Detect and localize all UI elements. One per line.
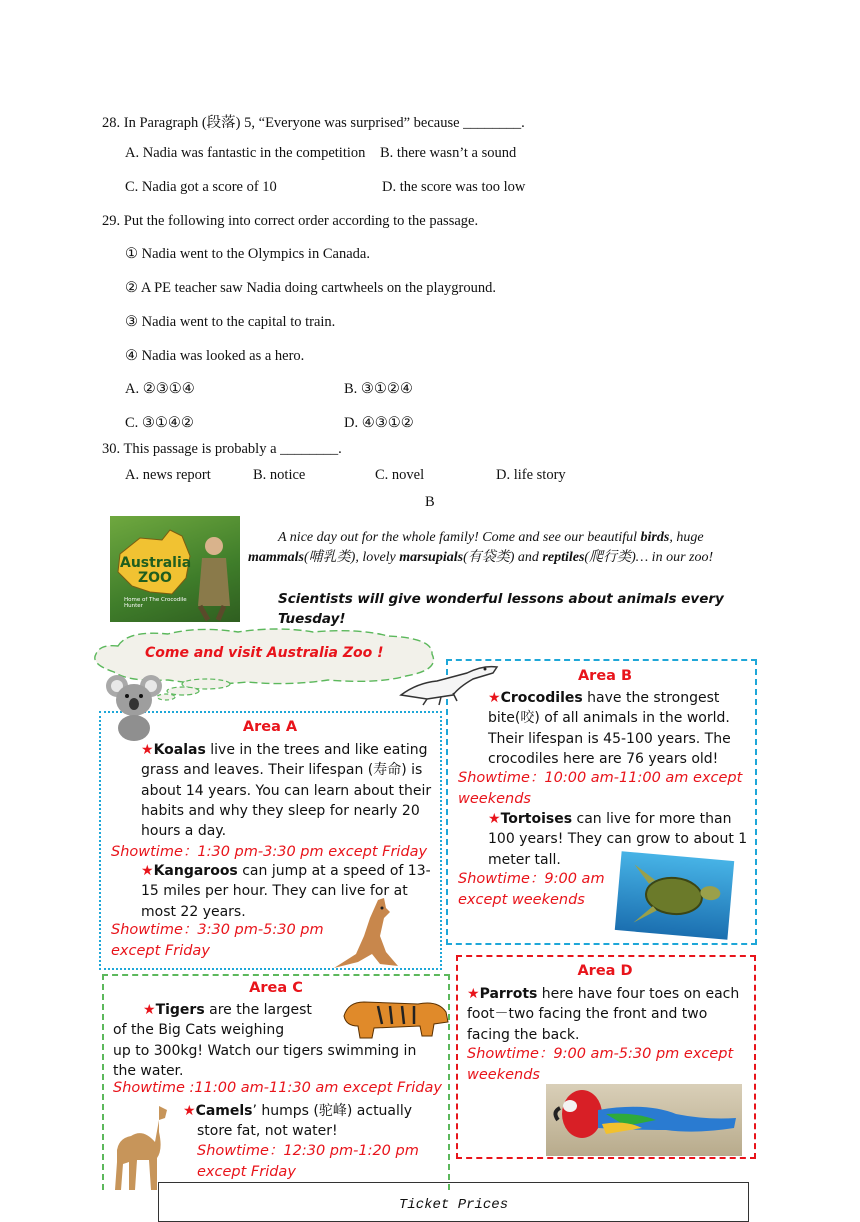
kangaroos-showtime: Showtime：3:30 pm-5:30 pm except Friday: [111, 922, 324, 959]
camels-name: Camels: [195, 1103, 253, 1119]
tortoises-content: ★Tortoises can live for more than 100 years! They can grow to about 1 meter tall.: [488, 811, 748, 868]
camel-icon: [107, 1102, 173, 1194]
star-icon: ★: [488, 690, 501, 706]
q29-item-3: ③ Nadia went to the capital to train.: [125, 314, 336, 330]
camels-content: ★Camels’ humps (驼峰) actually store fat, not water!: [183, 1103, 413, 1140]
q29-option-d: D. ④③①②: [344, 415, 414, 431]
tigers-showtime: Showtime :11:00 am-11:30 am except Friday: [113, 1080, 442, 1096]
intro-birds: birds: [640, 530, 670, 545]
intro-marsupials: marsupials: [399, 550, 464, 565]
section-label: B: [425, 494, 435, 510]
intro-reptiles: reptiles: [542, 550, 585, 565]
parrot-icon: [546, 1084, 742, 1156]
sea-turtle-image: [615, 851, 734, 940]
q30-option-d: D. life story: [496, 467, 566, 483]
parrots-content: ★Parrots here have four toes on each foot－two facing the front and two facing the back.: [467, 986, 740, 1043]
q29-item-1: ① Nadia went to the Olympics in Canada.: [125, 246, 370, 262]
koalas-showtime: Showtime：1:30 pm-3:30 pm except Friday: [111, 844, 428, 860]
q29-option-c: C. ③①④②: [125, 415, 194, 431]
star-icon: ★: [143, 1002, 156, 1018]
q29-option-a: A. ②③①④: [125, 381, 195, 397]
q30-stem: 30. This passage is probably a ________.: [102, 441, 342, 457]
logo-line1: Australia: [120, 555, 192, 571]
tigers-content: ★Tigers are the largest of the Big Cats weighing up to 300kg! Watch our tigers swimming in the water.: [113, 1002, 417, 1079]
star-icon: ★: [488, 811, 501, 827]
q29-option-b: B. ③①②④: [344, 381, 413, 397]
q29-item-4: ④ Nadia was looked as a hero.: [125, 348, 305, 364]
crocodiles-showtime: Showtime：10:00 am-11:00 am except weekends: [458, 770, 743, 807]
cloud-text: Come and visit Australia Zoo !: [145, 645, 384, 661]
q30-option-a: A. news report: [125, 467, 211, 483]
kangaroo-icon: [328, 896, 404, 970]
area-a-content: ★Koalas live in the trees and like eating grass and leaves. Their lifespan (寿命) is about 14 years. You can learn about their habits and why they sleep for nearly 20 hours a day.: [141, 742, 432, 840]
crocodiles-name: Crocodiles: [500, 690, 583, 706]
q29-stem: 29. Put the following into correct order according to the passage.: [102, 213, 479, 229]
tortoises-showtime: Showtime：9:00 am except weekends: [458, 871, 605, 908]
parrot-image: [546, 1084, 742, 1156]
logo-line2: ZOO: [138, 570, 172, 586]
q30-option-c: C. novel: [375, 467, 425, 483]
ticket-prices-title: Ticket Prices: [398, 1197, 509, 1213]
star-icon: ★: [183, 1103, 196, 1119]
intro-mammals: mammals: [248, 550, 305, 565]
tigers-name: Tigers: [155, 1002, 205, 1018]
kangaroos-name: Kangaroos: [153, 863, 238, 879]
parrots-name: Parrots: [479, 986, 538, 1002]
crocodiles-content: ★Crocodiles have the strongest bite(咬) of all animals in the world. Their lifespan is 45-100 years. The crocodiles here are 76 years old!: [488, 690, 731, 767]
area-d-title: Area D: [577, 963, 633, 979]
star-icon: ★: [141, 742, 154, 758]
tiger-icon: [338, 988, 452, 1040]
australia-zoo-logo: [110, 516, 240, 622]
area-c-title: Area C: [249, 980, 303, 996]
q29-item-2: ② A PE teacher saw Nadia doing cartwheels on the playground.: [125, 280, 496, 296]
logo-caption: Home of The Crocodile Hunter: [124, 597, 187, 609]
camels-showtime: Showtime：12:30 pm-1:20 pm except Friday: [197, 1143, 419, 1180]
star-icon: ★: [141, 863, 154, 879]
q28-option-a: A. Nadia was fantastic in the competition: [125, 145, 366, 161]
q28-stem: 28. In Paragraph (段落) 5, “Everyone was surprised” because ________.: [102, 115, 525, 131]
q28-option-b: B. there wasn’t a sound: [380, 145, 517, 161]
turtle-icon: [615, 851, 734, 940]
koalas-name: Koalas: [153, 742, 206, 758]
area-b-title: Area B: [577, 668, 633, 684]
kangaroos-content: ★Kangaroos can jump at a speed of 13-15 miles per hour. They can live for at most 22 years.: [141, 863, 431, 920]
q30-option-b: B. notice: [253, 467, 306, 483]
star-icon: ★: [467, 986, 480, 1002]
koala-icon: [103, 672, 165, 742]
parrots-showtime: Showtime：9:00 am-5:30 pm except weekends: [467, 1046, 734, 1083]
q28-option-c: C. Nadia got a score of 10: [125, 179, 277, 195]
tortoises-name: Tortoises: [500, 811, 573, 827]
intro-lessons: Scientists will give wonderful lessons about animals every Tuesday!: [278, 591, 724, 627]
intro-paragraph: A nice day out for the whole family! Come and see our beautiful birds, huge mammals(哺乳类), lovely marsupials(有袋类) and reptiles(爬行类)… in our zoo!: [248, 530, 714, 565]
q28-option-d: D. the score was too low: [382, 179, 526, 195]
area-a-title: Area A: [242, 719, 298, 735]
